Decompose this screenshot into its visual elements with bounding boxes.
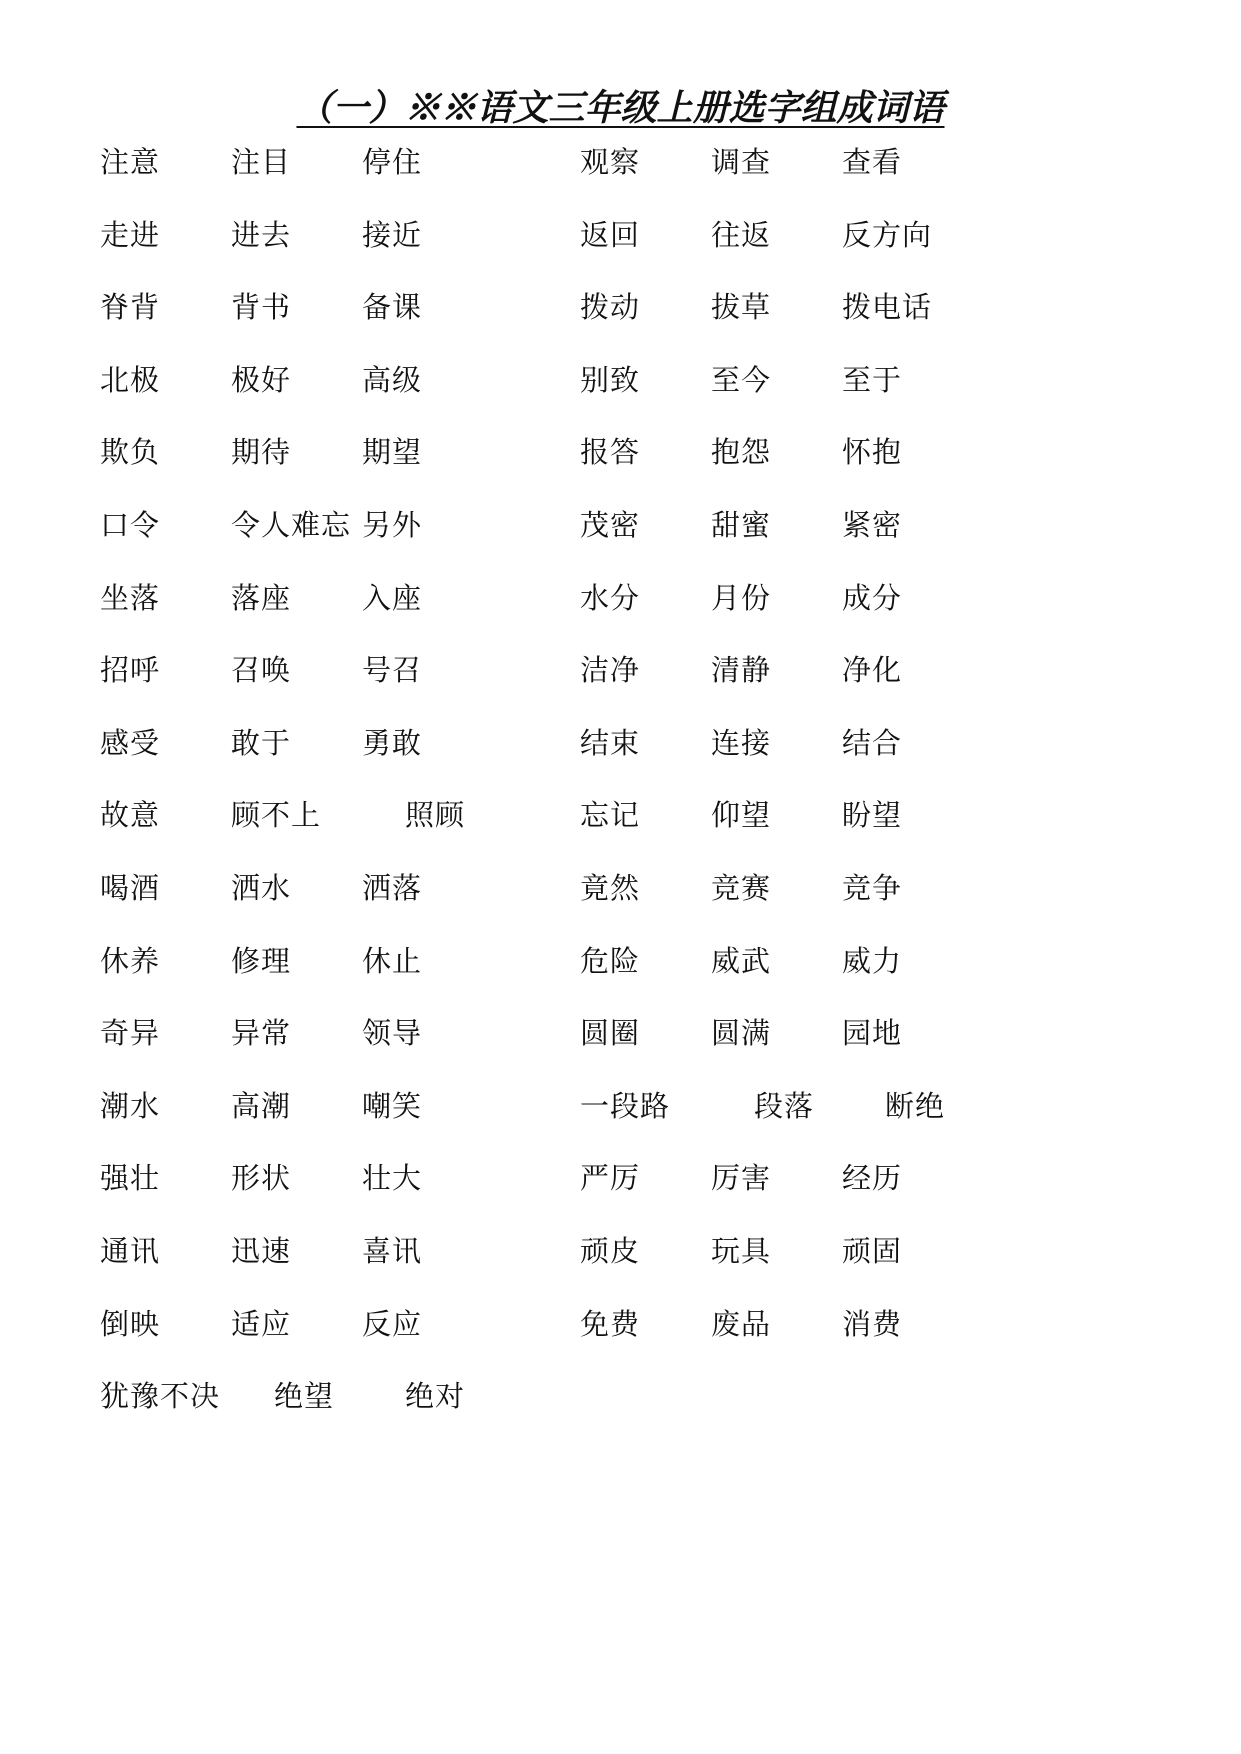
word-item: 严厉 [580,1161,641,1196]
word-item: 威武 [711,943,772,978]
word-item: 往返 [711,217,772,252]
word-item: 注意 [100,145,161,179]
word-item: 净化 [842,653,903,688]
word-item: 紧密 [842,508,903,542]
word-item: 奇异 [100,1016,161,1051]
word-item: 竟然 [580,871,641,905]
word-item: 故意 [100,798,161,833]
word-item: 停住 [362,145,423,179]
word-item: 另外 [362,508,423,542]
word-item: 免费 [580,1306,641,1341]
word-item: 圆满 [711,1016,772,1051]
word-item: 成分 [842,580,903,615]
word-item: 拨动 [580,290,641,325]
word-item: 怀抱 [842,435,903,470]
word-item: 顽皮 [580,1234,641,1268]
word-item: 感受 [100,725,161,760]
word-item: 厉害 [711,1161,772,1196]
word-item: 迅速 [231,1234,292,1268]
word-item: 脊背 [100,290,161,325]
word-item: 拔草 [711,290,772,325]
word-item: 期望 [362,435,423,470]
word-item: 倒映 [100,1306,161,1341]
word-item: 通讯 [100,1234,161,1268]
word-item: 走进 [100,217,161,252]
word-item: 招呼 [100,653,161,688]
word-item: 反应 [362,1306,423,1341]
word-item: 至今 [711,362,772,397]
word-item: 勇敢 [362,725,423,760]
word-item: 注目 [231,145,292,179]
word-item: 喜讯 [362,1234,423,1268]
word-item: 连接 [711,725,772,760]
word-item: 经历 [842,1161,903,1196]
word-item: 召唤 [231,653,292,688]
word-item: 形状 [231,1161,292,1196]
word-item: 备课 [362,290,423,325]
word-item: 茂密 [580,508,641,542]
word-item: 绝望 [274,1379,335,1414]
word-item: 北极 [100,362,161,397]
word-item: 忘记 [580,798,641,833]
word-item: 高潮 [231,1088,292,1123]
word-item: 欺负 [100,435,161,470]
word-item: 玩具 [711,1234,772,1268]
word-item: 仰望 [711,798,772,833]
word-item: 进去 [231,217,292,252]
word-item: 消费 [842,1306,903,1341]
word-item: 落座 [231,580,292,615]
word-item: 口令 [100,508,161,542]
word-item: 竞赛 [711,871,772,905]
word-item: 期待 [231,435,292,470]
word-item: 犹豫不决 [100,1379,221,1414]
word-item: 极好 [231,362,292,397]
word-item: 甜蜜 [711,508,772,542]
word-item: 号召 [362,653,423,688]
word-item: 观察 [580,145,641,179]
word-item: 休养 [100,943,161,978]
word-item: 顽固 [842,1234,903,1268]
word-item: 令人难忘 [231,508,352,542]
word-item: 返回 [580,217,641,252]
word-item: 清静 [711,653,772,688]
word-item: 异常 [231,1016,292,1051]
word-item: 喝酒 [100,871,161,905]
word-item: 威力 [842,943,903,978]
word-item: 强壮 [100,1161,161,1196]
word-item: 水分 [580,580,641,615]
word-item: 敢于 [231,725,292,760]
word-item: 洒水 [231,871,292,905]
word-item: 照顾 [405,798,466,833]
word-item: 背书 [231,290,292,325]
word-item: 入座 [362,580,423,615]
word-item: 潮水 [100,1088,161,1123]
word-item: 结束 [580,725,641,760]
word-item: 顾不上 [231,798,322,833]
word-item: 报答 [580,435,641,470]
word-item: 危险 [580,943,641,978]
word-item: 洁净 [580,653,641,688]
word-item: 反方向 [842,217,933,252]
word-item: 高级 [362,362,423,397]
word-item: 抱怨 [711,435,772,470]
word-item: 圆圈 [580,1016,641,1051]
word-item: 查看 [842,145,903,179]
word-item: 月份 [711,580,772,615]
word-item: 废品 [711,1306,772,1341]
word-item: 盼望 [842,798,903,833]
word-item: 壮大 [362,1161,423,1196]
word-item: 适应 [231,1306,292,1341]
word-item: 洒落 [362,871,423,905]
word-item: 绝对 [405,1379,466,1414]
word-item: 坐落 [100,580,161,615]
word-item: 修理 [231,943,292,978]
word-item: 接近 [362,217,423,252]
page-title: （一）※※语文三年级上册选字组成词语 [296,87,945,129]
word-item: 一段路 [580,1088,671,1123]
word-item: 拨电话 [842,290,933,325]
word-item: 嘲笑 [362,1088,423,1123]
word-item: 竞争 [842,871,903,905]
word-item: 休止 [362,943,423,978]
word-item: 结合 [842,725,903,760]
word-item: 调查 [711,145,772,179]
word-item: 领导 [362,1016,423,1051]
word-item: 断绝 [885,1088,946,1123]
word-item: 别致 [580,362,641,397]
word-item: 园地 [842,1016,903,1051]
word-item: 段落 [754,1088,815,1123]
word-item: 至于 [842,362,903,397]
